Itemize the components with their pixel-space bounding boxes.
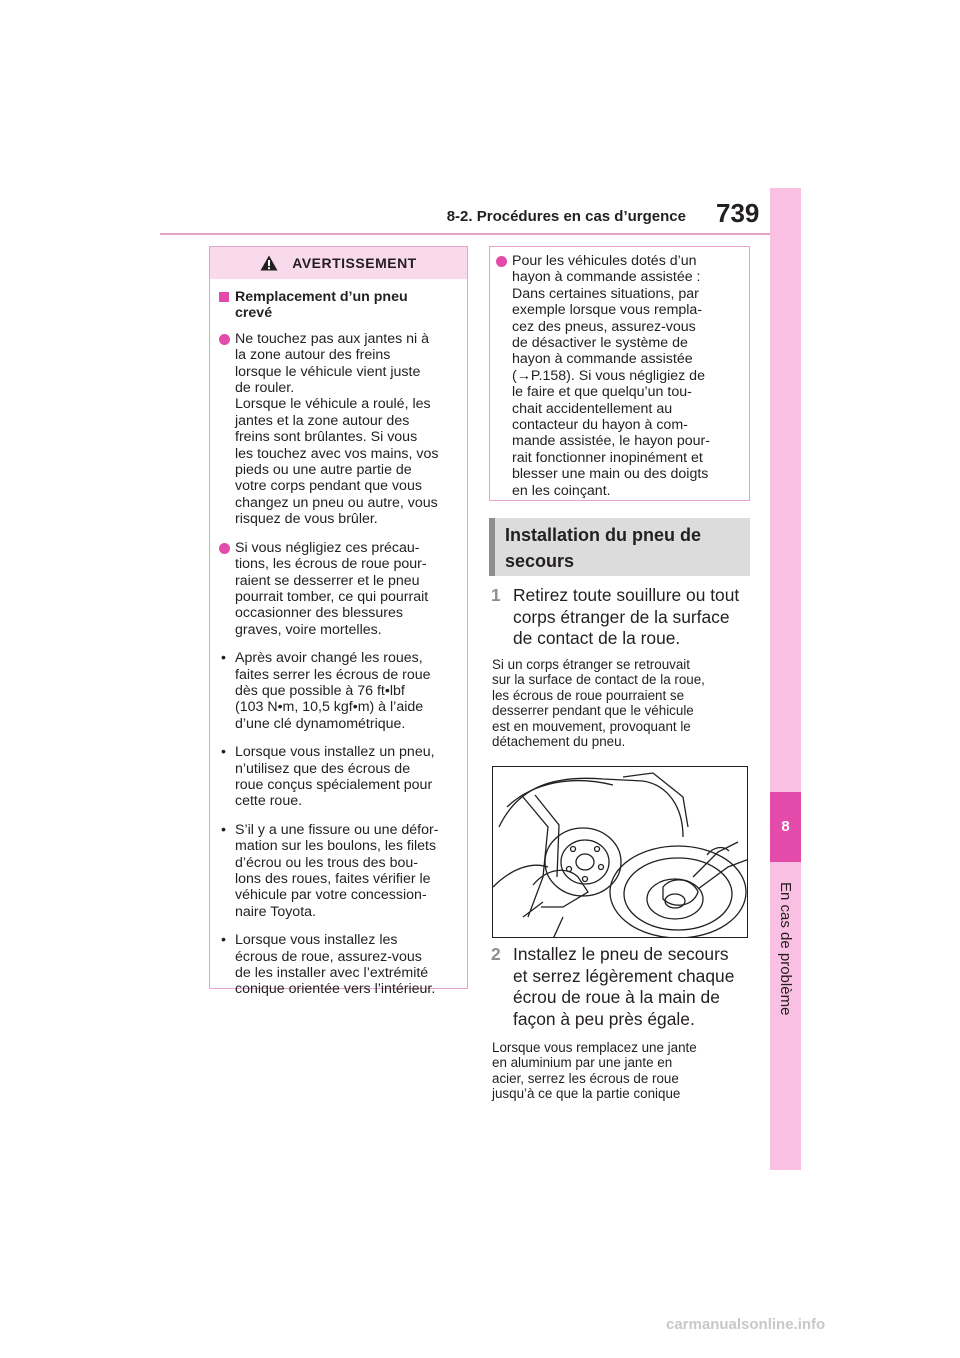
warning-note [219,744,457,810]
circle-bullet-icon [219,543,230,554]
note-marker: • [221,932,226,949]
circle-bullet-icon [219,334,230,345]
step-text: Installez le pneu de secours et serrez légèrement chaque écrou de roue à la main de façon à peu près égale. [513,944,735,1029]
step-number: 1 [491,585,501,605]
note-marker: • [221,650,226,667]
warning-subtitle [219,289,457,322]
warning-bullet [219,540,457,638]
warning-note [219,650,457,732]
warning-title: AVERTISSEMENT [292,255,417,271]
chapter-number: 8 [770,792,801,862]
wheel-hub-and-spare-tire-drawing [493,767,748,938]
step-2 [491,944,734,1030]
warning-note-text: S’il y a une fissure ou une défor- mation sur les boulons, les filets d’écrou ou les trous des bou- lons des roues, faites vérifier le véhicule par votre concession- naire Toyota. [235,821,439,920]
warning-note-text: Lorsque vous installez un pneu, n’utilisez que des écrous de roue conçus spécialement pour cette roue. [235,744,435,810]
section-heading-text: Installation du pneu de secours [505,525,702,571]
step-text: Retirez toute souillure ou tout corps étranger de la surface de contact de la roue. [513,585,740,649]
step-1 [491,585,739,650]
circle-bullet-icon [496,256,507,267]
step-1-explanation: Si un corps étranger se retrouvait sur la surface de contact de la roue, les écrous de roue pourraient se desserrer pendant que le véhicule est en mouvement, provoquant le détachement du pneu. [492,657,705,750]
chapter-title: En cas de problème [777,882,794,1016]
power-back-door-note [489,246,750,501]
warning-bullet-text: Si vous négligiez ces précau- tions, les écrous de roue pour- raient se desserrer et le pneu pourrait tomber, ce qui pourrait occasionner des blessures graves, voire mortelles. [235,539,429,638]
page-number: 739 [716,198,760,228]
square-bullet-icon [219,292,229,302]
note-marker: • [221,821,226,838]
section-heading-bar [489,518,495,576]
note-bullet [496,253,739,499]
section-header: 8-2. Procédures en cas d’urgence [446,208,686,225]
wheel-cleaning-illustration [492,766,748,938]
note-marker: • [221,744,226,761]
section-heading [489,518,750,576]
step-2-explanation: Lorsque vous remplacez une jante en aluminium par une jante en acier, serrez les écrous de roue jusqu’à ce que la partie conique [492,1040,697,1102]
header-rule [160,233,772,235]
warning-note [219,822,457,920]
warning-bullet-text: Ne touchez pas aux jantes ni à la zone autour des freins lorsque le véhicule vient juste de rouler. Lorsque le véhicule a roulé, les jantes et la zone autour des freins sont brûlantes. Si vous les touchez avec vos mains, vos pieds ou une autre partie de votre corps pendant que vous changez un pneu ou autre, vous risquez de vous brûler. [235,330,439,528]
warning-header [210,247,467,279]
watermark: carmanualsonline.info [666,1316,826,1333]
warning-note-text: Après avoir changé les roues, faites serrer les écrous de roue dès que possible à 76 ft•lbf (103 N•m, 10,5 kgf•m) à l’aide d’une clé dynamométrique. [235,650,431,732]
warning-note-text: Lorsque vous installez les écrous de roue, assurez-vous de les installer avec l’extrémité conique orientée vers l’intérieur. [235,932,436,998]
note-text: Pour les véhicules dotés d’un hayon à commande assistée : Dans certaines situations, par exemple lorsque vous rempla- cez des pneus, assurez-vous de désactiver le système de hayon à commande assistée (→P.158). Si vous négligiez de le faire et que quelqu’un tou- chait accidentellement au contacteur du hayon à com- mande assistée, le hayon pour- rait fonctionner inopinément et blesser une main ou des doigts en les coinçant. [512,253,710,499]
warning-subtitle-text: Remplacement d’un pneu crevé [235,289,408,322]
warning-note [219,932,457,998]
step-number: 2 [491,944,501,964]
warning-triangle-icon [260,255,278,271]
warning-bullet [219,331,457,528]
warning-box [209,246,468,998]
